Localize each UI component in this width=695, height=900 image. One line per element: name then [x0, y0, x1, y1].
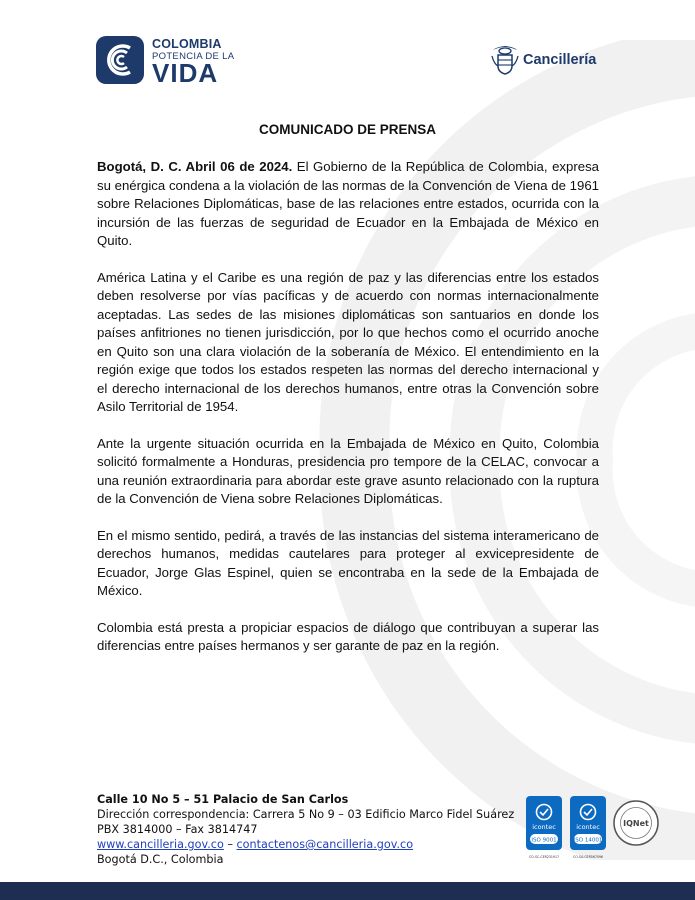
paragraph-2: América Latina y el Caribe es una región de paz y las diferencias entre los estados deben resolverse por vías pacíficas y de acuerdo con normas internacionalmente aceptadas. Las sedes de las misiones diplomáticas son santuarios en donde los países anfitriones no tienen jurisdicción, por lo que hechos como el ocurrido anoche en Quito son una clara violación de la soberanía de México. El entendimiento en la región exige que todos los estados respeten las normas del derecho internacional y el derecho internacional de los derechos humanos, entre otras la Convención sobre Asilo Territorial de 1954. [97, 269, 599, 414]
paragraph-1-text: El Gobierno de la República de Colombia, expresa su enérgica condena a la violación de las normas de la Convención de Viena de 1961 sobre Relaciones Diplomáticas, base de las relaciones entre estados, ocurrida con la incursión de las fuerzas de seguridad de Ecuador en la Embajada de México en Quito. [97, 159, 600, 248]
footer-phone: PBX 3814000 – Fax 3814747 [97, 823, 258, 836]
cert3-brand: IQNet [623, 819, 649, 828]
cert1-code: CO-SC-CER231917 [529, 855, 559, 859]
logo-line-vida: VIDA [152, 58, 219, 88]
document-body [97, 158, 599, 674]
footer-address: Calle 10 No 5 – 51 Palacio de San Carlos [97, 793, 349, 806]
cert2-code: CO-SA-CER567096 [573, 855, 603, 859]
footer-correspondence: Dirección correspondencia: Carrera 5 No 9 – 03 Edificio Marco Fidel Suárez [97, 808, 515, 821]
document-title: COMUNICADO DE PRENSA [258, 122, 436, 137]
colombia-logo-mark-icon [96, 36, 144, 84]
icontec-iso-14001-badge [570, 796, 606, 859]
paragraph-5: Colombia está presta a propiciar espacios de diálogo que contribuyan a superar las diferencias entre países hermanos y ser garante de paz en la región. [97, 619, 599, 653]
footer-bar [0, 882, 695, 900]
logo-line-colombia: COLOMBIA [152, 37, 222, 51]
icontec-iso-9001-badge [526, 796, 562, 859]
cancilleria-wordmark: Cancillería [523, 52, 597, 68]
link-separator: – [223, 838, 237, 851]
colombia-potencia-de-la-vida-logo [96, 36, 256, 88]
paragraph-4: En el mismo sentido, pedirá, a través de las instancias del sistema interamericano de derechos humanos, medidas cautelares para proteger al exvicepresidente de Ecuador, Jorge Glas Espinel, quien se encontraba en la sede de la Embajada de México. [97, 527, 599, 598]
footer-city: Bogotá D.C., Colombia [97, 853, 224, 866]
cert2-standard: ISO 14001 [573, 837, 603, 844]
cert1-standard: ISO 9001 [531, 837, 557, 844]
cert1-brand: icontec [532, 823, 556, 831]
paragraph-3: Ante la urgente situación ocurrida en la Embajada de México en Quito, Colombia solicitó formalmente a Honduras, presidencia pro tempore de la CELAC, convocar a una reunión extraordinaria para abordar este grave asunto relacionado con la ruptura de la Convención de Viena sobre Relaciones Diplomáticas. [97, 435, 599, 506]
coat-of-arms-icon [490, 44, 520, 76]
footer-contact-info [97, 792, 537, 867]
cert2-brand: icontec [576, 823, 600, 831]
iqnet-badge [614, 801, 658, 845]
logo-line-potencia: POTENCIA DE LA [152, 51, 235, 62]
footer-links [97, 837, 537, 852]
paragraph-1 [97, 158, 599, 251]
cancilleria-logo [490, 44, 610, 78]
website-link[interactable]: www.cancilleria.gov.co [97, 838, 224, 851]
certification-badges [524, 796, 664, 862]
email-link[interactable]: contactenos@cancilleria.gov.co [236, 838, 414, 851]
dateline: Bogotá, D. C. Abril 06 de 2024. [97, 159, 293, 174]
